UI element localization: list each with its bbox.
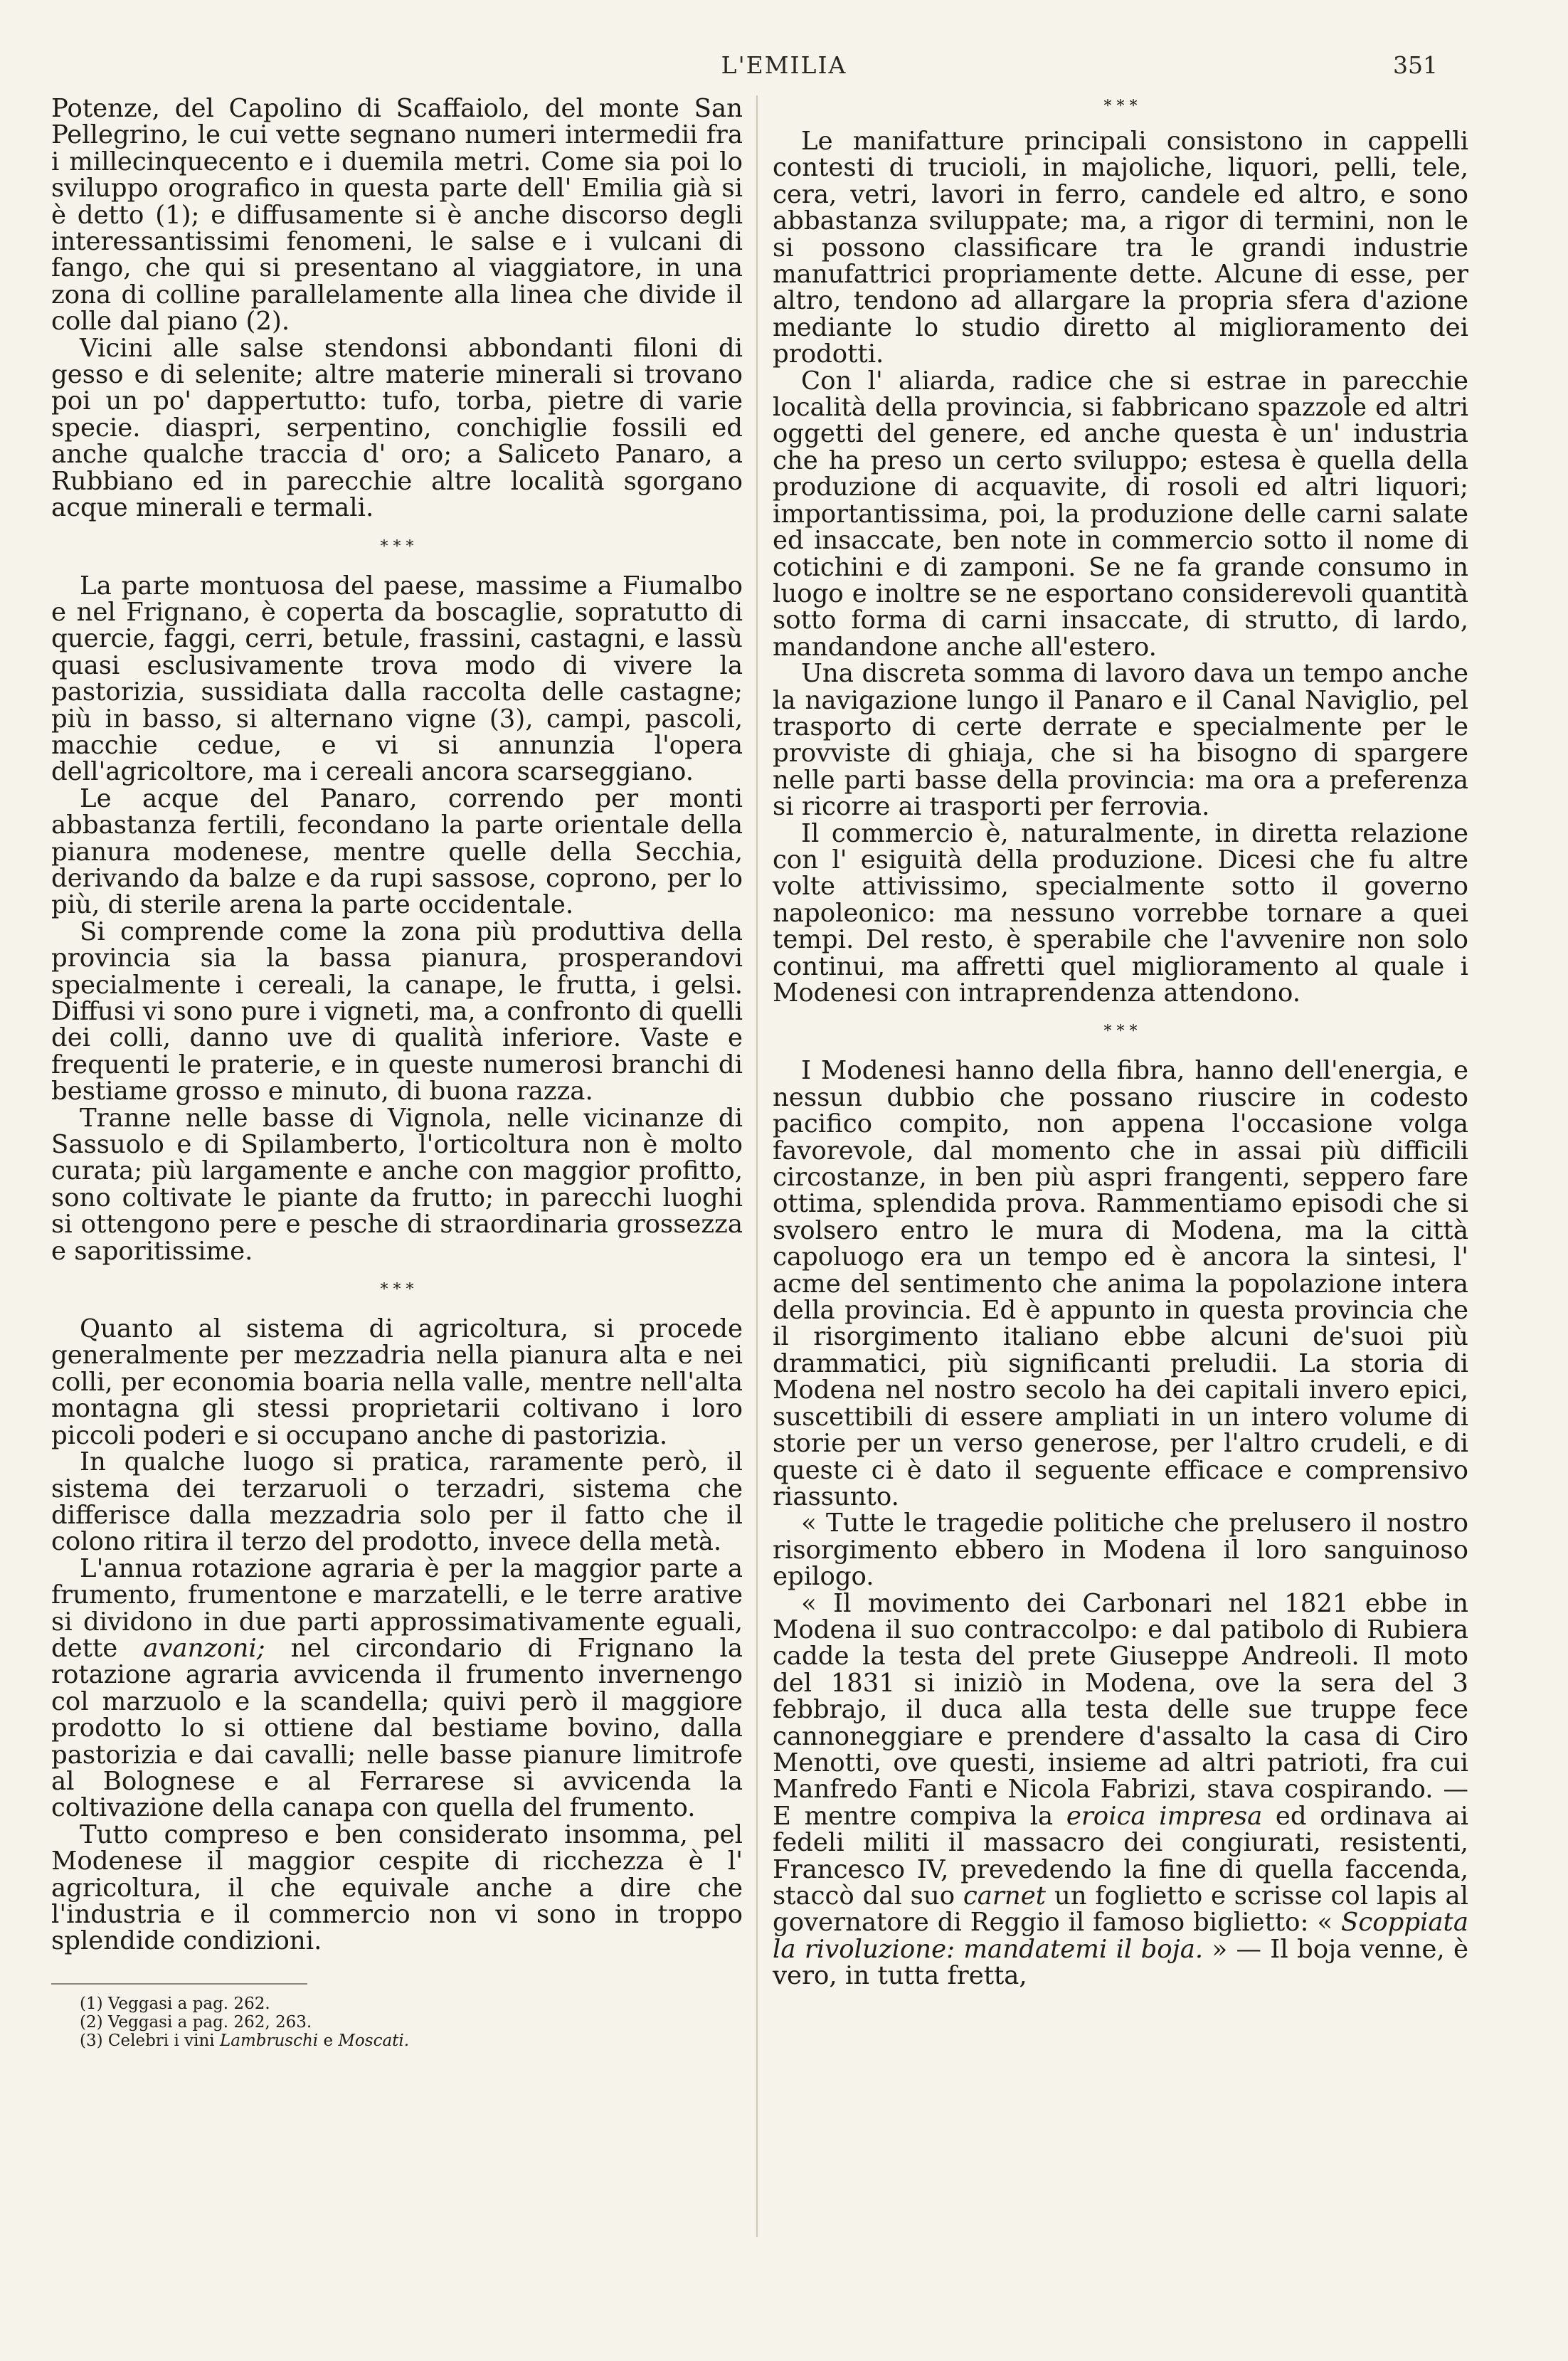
paragraph: « Tutte le tragedie politiche che prelusero il nostro risorgimento ebbero in Modena il loro sanguinoso epilogo.: [773, 1509, 1468, 1592]
section-separator: * * *: [1103, 97, 1138, 115]
paragraph: L'annua rotazione agraria è per la maggior parte a frumento, frumentone e marzatelli, e le terre arative si dividono in due parti approssimativamente eguali, dette avanzoni; nel circondario di Frignano la rotazione agraria avvicenda il frumento invernengo col marzuolo e la scandella; quivi però il maggiore prodotto lo si ottiene dal bestiame bovino, dalla pastorizia e dai cavalli; nelle basse pianure limitrofe al Bolognese e al Ferrarese si avvicenda la coltivazione della canapa con quella del frumento.: [51, 1553, 743, 1823]
paragraph: Una discreta somma di lavoro dava un tempo anche la navigazione lungo il Panaro e il Canal Naviglio, pel trasporto di certe derrate e specialmente per le provviste di ghiaja, che si ha bisogno di spargere nelle parti basse della provincia: ma ora a preferenza si ricorre ai trasporti per ferrovia.: [773, 659, 1468, 822]
footnote-2: (2) Veggasi a pag. 262, 263.: [80, 2012, 312, 2032]
paragraph: Tranne nelle basse di Vignola, nelle vicinanze di Sassuolo e di Spilamberto, l'orticoltura non è molto curata; più largamente e anche con maggior profitto, sono coltivate le piante da frutto; in parecchi luoghi si ottengono pere e pesche di straordinaria grossezza e saporitissime.: [51, 1103, 743, 1266]
footnote-rule: [51, 1983, 307, 1985]
paragraph: Con l' aliarda, radice che si estrae in parecchie località della provincia, si fabbricano spazzole ed altri oggetti del genere, ed anche questa è un' industria che ha preso un certo sviluppo; estesa è quella della produzione di acquavite, di rosoli ed altri liquori; importantissima, poi, la produzione delle carni salate ed insaccate, ben note in commercio sotto il nome di cotichini e di zamponi. Se ne fa grande consumo in luogo e inoltre se ne esportano considerevoli quantità sotto forma di carni insaccate, di strutto, di lardo, mandandone anche all'estero.: [773, 366, 1468, 662]
section-separator: * * *: [380, 537, 414, 556]
paragraph: « Il movimento dei Carbonari nel 1821 ebbe in Modena il suo contraccolpo: e dal patibolo di Rubiera cadde la testa del prete Giuseppe Andreoli. Il moto del 1831 si iniziò in Modena, ove la sera del 3 febbrajo, il duca alla testa delle sue truppe fece cannoneggiare e prendere d'assalto la casa di Ciro Menotti, ove questi, insieme ad altri patrioti, fra cui Manfredo Fanti e Nicola Fabrizi, stava cospirando. — E mentre compiva la eroica impresa ed ordinava ai fedeli militi il massacro dei congiurati, resistenti, Francesco IV, prevedendo la fine di quella faccenda, staccò dal suo carnet un foglietto e scrisse col lapis al governatore di Reggio il famoso biglietto: « Scoppiata la rivoluzione: mandatemi il boja. » — Il boja venne, è vero, in tutta fretta,: [773, 1588, 1468, 1991]
paragraph: Vicini alle salse stendonsi abbondanti filoni di gesso e di selenite; altre materie minerali si trovano poi un po' dappertutto: tufo, torba, pietre di varie specie. diaspri, serpentino, conchiglie fossili ed anche qualche traccia d' oro; a Saliceto Panaro, a Rubbiano ed in parecchie altre località sgorgano acque minerali e termali.: [51, 333, 743, 523]
footnote-1: (1) Veggasi a pag. 262.: [80, 1994, 270, 2013]
paragraph: In qualche luogo si pratica, raramente però, il sistema dei terzaruoli o terzadri, sistema che differisce dalla mezzadria solo per il fatto che il colono ritira il terzo del prodotto, invece della metà.: [51, 1447, 743, 1557]
section-separator: * * *: [1103, 1023, 1138, 1041]
column-divider: [756, 95, 758, 2237]
section-separator: * * *: [380, 1281, 414, 1299]
right-column: [773, 95, 1468, 1990]
paragraph: Potenze, del Capolino di Scaffaiolo, del monte San Pellegrino, le cui vette segnano numeri intermedii fra i millecinquecento e i duemila metri. Come sia poi lo sviluppo orografico in questa parte dell' Emilia già si è detto (1); e diffusamente si è anche discorso degli interessantissimi fenomeni, le salse e i vulcani di fango, che qui si presentano al viaggiatore, in una zona di colline parallelamente alla linea che divide il colle dal piano (2).: [51, 94, 743, 337]
paragraph: Le manifatture principali consistono in cappelli contesti di trucioli, in majoliche, liquori, pelli, tele, cera, vetri, lavori in ferro, candele ed altro, e sono abbastanza sviluppate; ma, a rigor di termini, non le si possono classificare tra le grandi industrie manufattrici propriamente dette. Alcune di esse, per altro, tendono ad allargare la propria sfera d'azione mediante lo studio diretto al miglioramento dei prodotti.: [773, 127, 1468, 369]
paragraph: I Modenesi hanno della fibra, hanno dell'energia, e nessun dubbio che possano riuscire in codesto pacifico compito, non appena l'occasione volga favorevole, dal momento che in assai più difficili circostanze, in ben più aspri frangenti, seppero fare ottima, splendida prova. Rammentiamo episodi che si svolsero entro le mura di Modena, ma la città capoluogo era un tempo ed è ancora la sintesi, l' acme del sentimento che anima la popolazione intera della provincia. Ed è appunto in questa provincia che il risorgimento italiano ebbe alcuni de'suoi più drammatici, più significanti preludii. La storia di Modena nel nostro secolo ha dei capitali invero epici, suscettibili di essere ampliati in un intero volume di storie per un verso generose, per l'altro crudeli, e di queste ci è dato il seguente efficace e comprensivo riassunto.: [773, 1056, 1468, 1511]
paragraph: Quanto al sistema di agricoltura, si procede generalmente per mezzadria nella pianura alta e nei colli, per economia boaria nella valle, mentre nell'alta montagna gli stessi proprietarii coltivano i loro piccoli poderi e si occupano anche di pastorizia.: [51, 1314, 743, 1450]
footnote-3: (3) Celebri i vini Lambruschi e Moscati.: [80, 2031, 410, 2050]
footnotes: [51, 1995, 743, 2050]
paragraph: Si comprende come la zona più produttiva della provincia sia la bassa pianura, prosperandovi specialmente i cereali, la canape, le frutta, i gelsi. Diffusi vi sono pure i vigneti, ma, a confronto di quelli dei colli, danno uve di qualità inferiore. Vaste e frequenti le praterie, e in queste numerosi branchi di bestiame grosso e minuto, di buona razza.: [51, 917, 743, 1106]
left-column: [51, 95, 743, 2050]
paragraph: La parte montuosa del paese, massime a Fiumalbo e nel Frignano, è coperta da boscaglie, sopratutto di quercie, faggi, cerri, betule, frassini, castagni, e lassù quasi esclusivamente trova modo di vivere la pastorizia, sussidiata dalla raccolta delle castagne; più in basso, si alternano vigne (3), campi, pascoli, macchie cedue, e vi si annunzia l'opera dell'agricoltore, ma i cereali ancora scarseggiano.: [51, 571, 743, 787]
running-header-title: L'EMILIA: [721, 51, 847, 79]
paragraph: Tutto compreso e ben considerato insomma, pel Modenese il maggior cespite di ricchezza è l' agricoltura, il che equivale anche a dire che l'industria e il commercio non vi sono in troppo splendide condizioni.: [51, 1819, 743, 1956]
paragraph: Le acque del Panaro, correndo per monti abbastanza fertili, fecondano la parte orientale della pianura modenese, mentre quelle della Secchia, derivando da balze e da rupi sassose, coprono, per lo più, di sterile arena la parte occidentale.: [51, 783, 743, 920]
paragraph: Il commercio è, naturalmente, in diretta relazione con l' esiguità della produzione. Dicesi che fu altre volte attivissimo, specialmente sotto il governo napoleonico: ma nessuno vorrebbe tornare a quei tempi. Del resto, è sperabile che l'avvenire non solo continui, ma affretti quel miglioramento al quale i Modenesi con intraprendenza attendono.: [773, 818, 1468, 1008]
page-number: 351: [1393, 51, 1438, 79]
